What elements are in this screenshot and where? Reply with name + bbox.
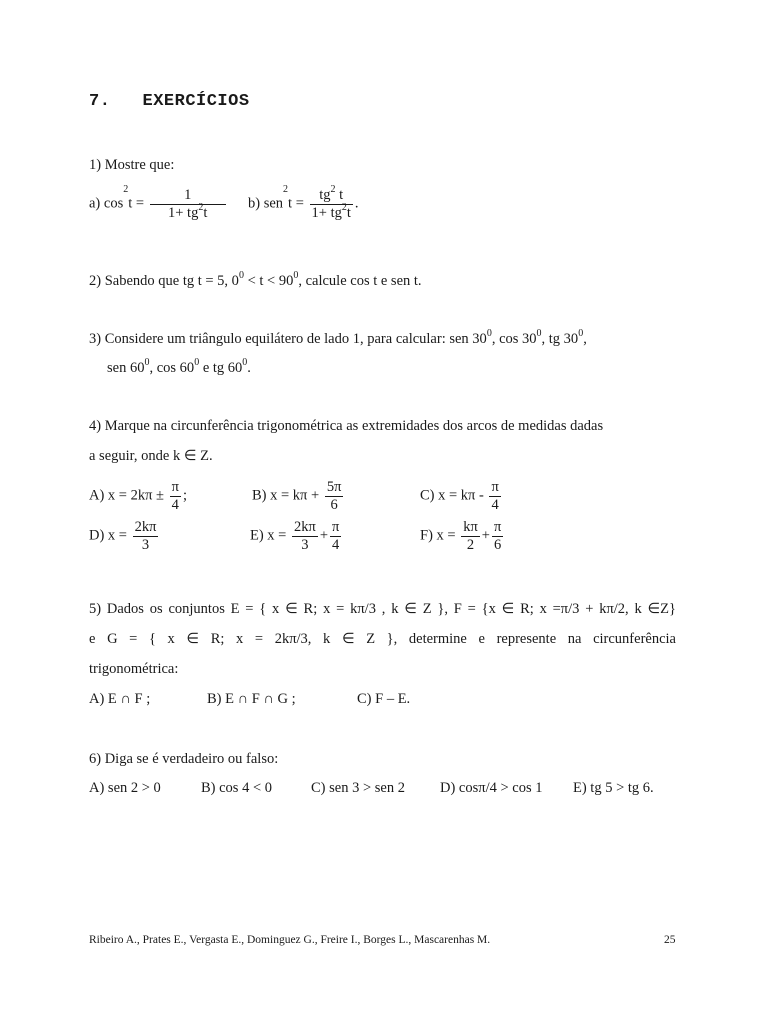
ex1-prompt: 1) Mostre que: [89, 157, 175, 173]
ex4-line2: a seguir, onde k ∈ Z. [89, 448, 213, 464]
ex6-item-c: C) sen 3 > sen 2 [311, 780, 405, 796]
fraction: $\frac{\pi}{4}$ [491, 479, 499, 513]
ex1-item-b [248, 184, 359, 221]
ex6-item-b: B) cos 4 < 0 [201, 780, 273, 796]
ex1-a-fraction [150, 187, 226, 221]
section-heading [89, 92, 250, 111]
ex1-b-fraction [310, 184, 353, 221]
fraction-numerator: 1 [150, 187, 226, 205]
ex4-item-a: A) x = 2kπ ± $\frac{\pi}{4}$ ; [89, 479, 187, 513]
fraction: $\frac{2k\pi}{3}$ [294, 519, 316, 553]
ex1-a-label: a) cos [89, 195, 124, 212]
section-number: 7. [89, 92, 111, 111]
ex1-b-lhs: t = [288, 195, 304, 212]
fraction: $\frac{k\pi}{2}$ [463, 519, 478, 553]
ex2-statement: 2) Sabendo que tg t = 5, $0^0 < t < 90^0$, calcule cos t e sen t. [89, 270, 422, 289]
fraction-numerator: $tg^2$ t [310, 187, 353, 205]
ex6-prompt: 6) Diga se é verdadeiro ou falso: [89, 751, 279, 767]
exponent: 2 [123, 184, 129, 195]
ex4-item-e: E) x = $\frac{2k\pi}{3}$ + $\frac{\pi}{4}$ [250, 519, 340, 553]
ex5-line1: 5) Dados os conjuntos E = { x ∈ R; x = kπ/3 , k ∈ Z }, F = {x ∈ R; x =π/3 + kπ/2, k ∈Z} [89, 601, 676, 617]
page-number: 25 [664, 934, 676, 946]
ex5-item-b: B) E ∩ F ∩ G ; [207, 691, 296, 707]
ex3-line2: sen $60^0$, $\cos 60^0$ e tg $60^0$. [107, 357, 251, 376]
ex4-line1: 4) Marque na circunferência trigonométrica as extremidades dos arcos de medidas dadas [89, 418, 604, 434]
ex4-item-f: F) x = $\frac{k\pi}{2}$ + $\frac{\pi}{6}$ [420, 519, 502, 553]
ex6-item-d: D) cosπ/4 > cos 1 [440, 780, 543, 796]
ex4-item-c: C) x = kπ - $\frac{\pi}{4}$ [420, 479, 499, 513]
ex1-item-a [89, 184, 228, 221]
ex6-item-a: A) sen 2 > 0 [89, 780, 161, 796]
ex5-item-c: C) F – E. [357, 691, 411, 707]
period: . [354, 195, 359, 212]
fraction: $\frac{\pi}{4}$ [171, 479, 179, 513]
fraction-denominator: $1+ tg^2t$ [311, 201, 351, 221]
ex1-a-lhs: t = [128, 195, 145, 212]
ex5-item-a: A) E ∩ F ; [89, 691, 151, 707]
ex3-line1: 3) Considere um triângulo equilátero de lado 1, para calcular: sen $30^0$, $\cos 30^0$, tg $30^0$, [89, 328, 587, 347]
ex5-line2: e G = { x ∈ R; x = 2kπ/3, k ∈ Z }, determine e represente na circunferência [89, 631, 676, 647]
fraction: $\frac{5\pi}{6}$ [326, 479, 342, 513]
ex1-b-label: b) sen [248, 195, 284, 212]
ex6-item-e: E) tg 5 > tg 6. [573, 780, 654, 796]
ex4-item-b: B) x = kπ + $\frac{5\pi}{6}$ [252, 479, 342, 513]
footer-authors: Ribeiro A., Prates E., Vergasta E., Dominguez G., Freire I., Borges L., Mascarenhas M. [89, 934, 491, 946]
exponent: 2 [283, 184, 289, 195]
section-title: EXERCÍCIOS [142, 92, 250, 111]
fraction: $\frac{2k\pi}{3}$ [134, 519, 157, 553]
fraction: $\frac{\pi}{6}$ [493, 519, 502, 553]
fraction-denominator: $1+ tg^2t$ [168, 201, 208, 221]
fraction: $\frac{\pi}{4}$ [332, 519, 340, 553]
ex4-item-d: D) x = $\frac{2k\pi}{3}$ [89, 519, 157, 553]
ex5-line3: trigonométrica: [89, 661, 179, 677]
